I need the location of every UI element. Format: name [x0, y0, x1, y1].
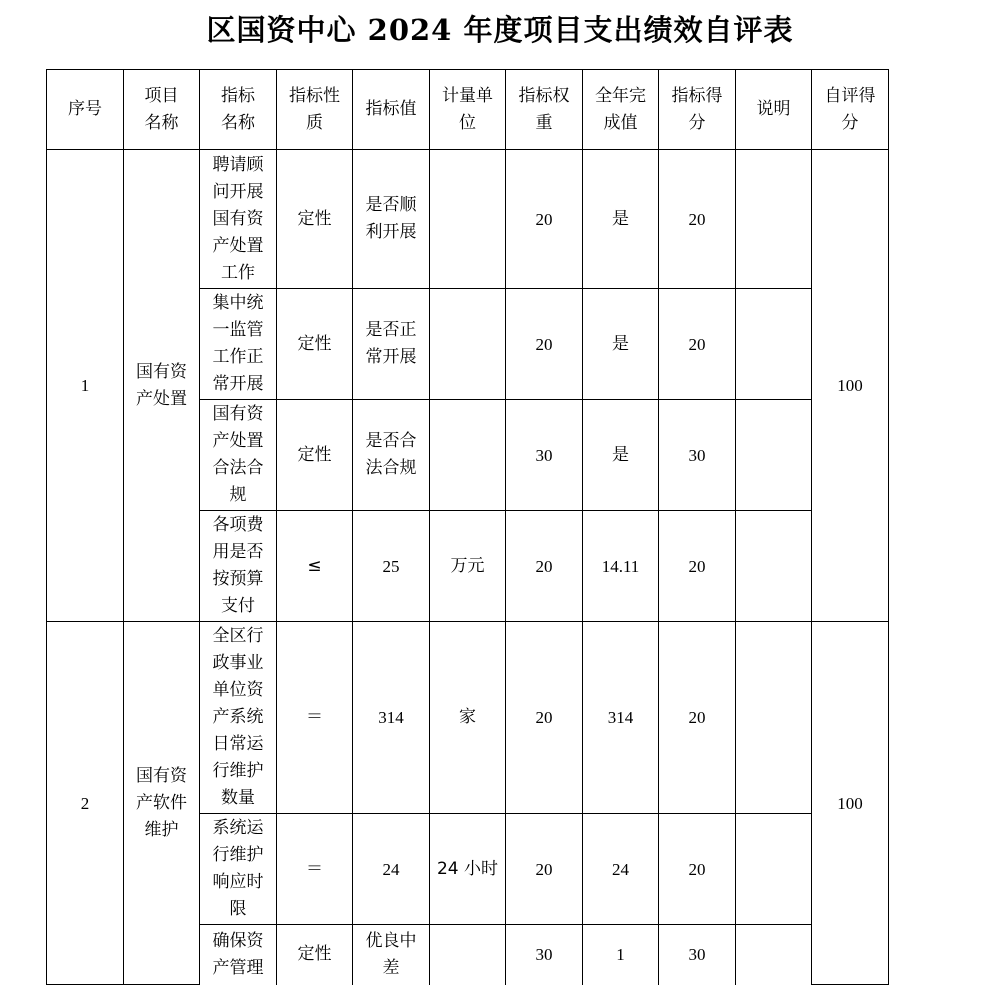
header-cell: 指标名称 — [200, 70, 277, 150]
actual-value: 14.11 — [583, 511, 659, 622]
weight: 30 — [506, 400, 583, 511]
indicator-name: 各项费用是否按预算支付 — [200, 511, 277, 622]
note — [736, 150, 812, 289]
indicator-name: 聘请顾问开展国有资产处置工作 — [200, 150, 277, 289]
indicator-value: 24 — [353, 814, 430, 925]
unit — [430, 400, 506, 511]
weight: 20 — [506, 622, 583, 814]
actual-value: 是 — [583, 400, 659, 511]
header-cell: 自评得分 — [812, 70, 889, 150]
weight: 20 — [506, 814, 583, 925]
indicator-nature: 定性 — [277, 400, 353, 511]
project-number: 2 — [47, 622, 124, 985]
indicator-value: 是否合法合规 — [353, 400, 430, 511]
actual-value: 是 — [583, 150, 659, 289]
header-cell: 项目名称 — [124, 70, 200, 150]
points: 30 — [659, 925, 736, 985]
table-row — [47, 150, 889, 289]
indicator-nature: ≤ — [277, 511, 353, 622]
unit: 家 — [430, 622, 506, 814]
self-score: 100 — [812, 150, 889, 622]
indicator-nature: ＝ — [277, 622, 353, 814]
points: 20 — [659, 814, 736, 925]
header-cell: 计量单位 — [430, 70, 506, 150]
indicator-name: 确保资产管理 — [200, 925, 277, 985]
unit: 万元 — [430, 511, 506, 622]
indicator-name: 全区行政事业单位资产系统日常运行维护数量 — [200, 622, 277, 814]
header-cell: 序号 — [47, 70, 124, 150]
indicator-nature: 定性 — [277, 150, 353, 289]
indicator-name: 国有资产处置合法合规 — [200, 400, 277, 511]
weight: 20 — [506, 150, 583, 289]
unit: 24 小时 — [430, 814, 506, 925]
note — [736, 814, 812, 925]
indicator-nature: ＝ — [277, 814, 353, 925]
indicator-value: 25 — [353, 511, 430, 622]
header-cell: 指标性质 — [277, 70, 353, 150]
points: 20 — [659, 150, 736, 289]
indicator-value: 314 — [353, 622, 430, 814]
note — [736, 400, 812, 511]
indicator-value: 优良中差 — [353, 925, 430, 985]
header-cell: 指标得分 — [659, 70, 736, 150]
table-row — [47, 622, 889, 814]
unit — [430, 925, 506, 985]
indicator-nature: 定性 — [277, 289, 353, 400]
header-cell: 指标值 — [353, 70, 430, 150]
points: 20 — [659, 511, 736, 622]
note — [736, 925, 812, 985]
self-score: 100 — [812, 622, 889, 985]
actual-value: 314 — [583, 622, 659, 814]
project-name: 国有资产处置 — [124, 150, 200, 622]
actual-value: 是 — [583, 289, 659, 400]
header-cell: 指标权重 — [506, 70, 583, 150]
note — [736, 289, 812, 400]
actual-value: 24 — [583, 814, 659, 925]
header-cell: 全年完成值 — [583, 70, 659, 150]
indicator-value: 是否正常开展 — [353, 289, 430, 400]
project-number: 1 — [47, 150, 124, 622]
unit — [430, 289, 506, 400]
weight: 20 — [506, 289, 583, 400]
weight: 30 — [506, 925, 583, 985]
points: 20 — [659, 622, 736, 814]
indicator-nature: 定性 — [277, 925, 353, 985]
page-title: 区国资中心 2024 年度项目支出绩效自评表 — [206, 13, 794, 47]
performance-table — [46, 69, 889, 985]
indicator-name: 集中统一监管工作正常开展 — [200, 289, 277, 400]
project-name: 国有资产软件维护 — [124, 622, 200, 985]
indicator-name: 系统运行维护响应时限 — [200, 814, 277, 925]
actual-value: 1 — [583, 925, 659, 985]
header-row — [47, 70, 889, 150]
note — [736, 511, 812, 622]
note — [736, 622, 812, 814]
points: 20 — [659, 289, 736, 400]
indicator-value: 是否顺利开展 — [353, 150, 430, 289]
weight: 20 — [506, 511, 583, 622]
unit — [430, 150, 506, 289]
points: 30 — [659, 400, 736, 511]
header-cell: 说明 — [736, 70, 812, 150]
